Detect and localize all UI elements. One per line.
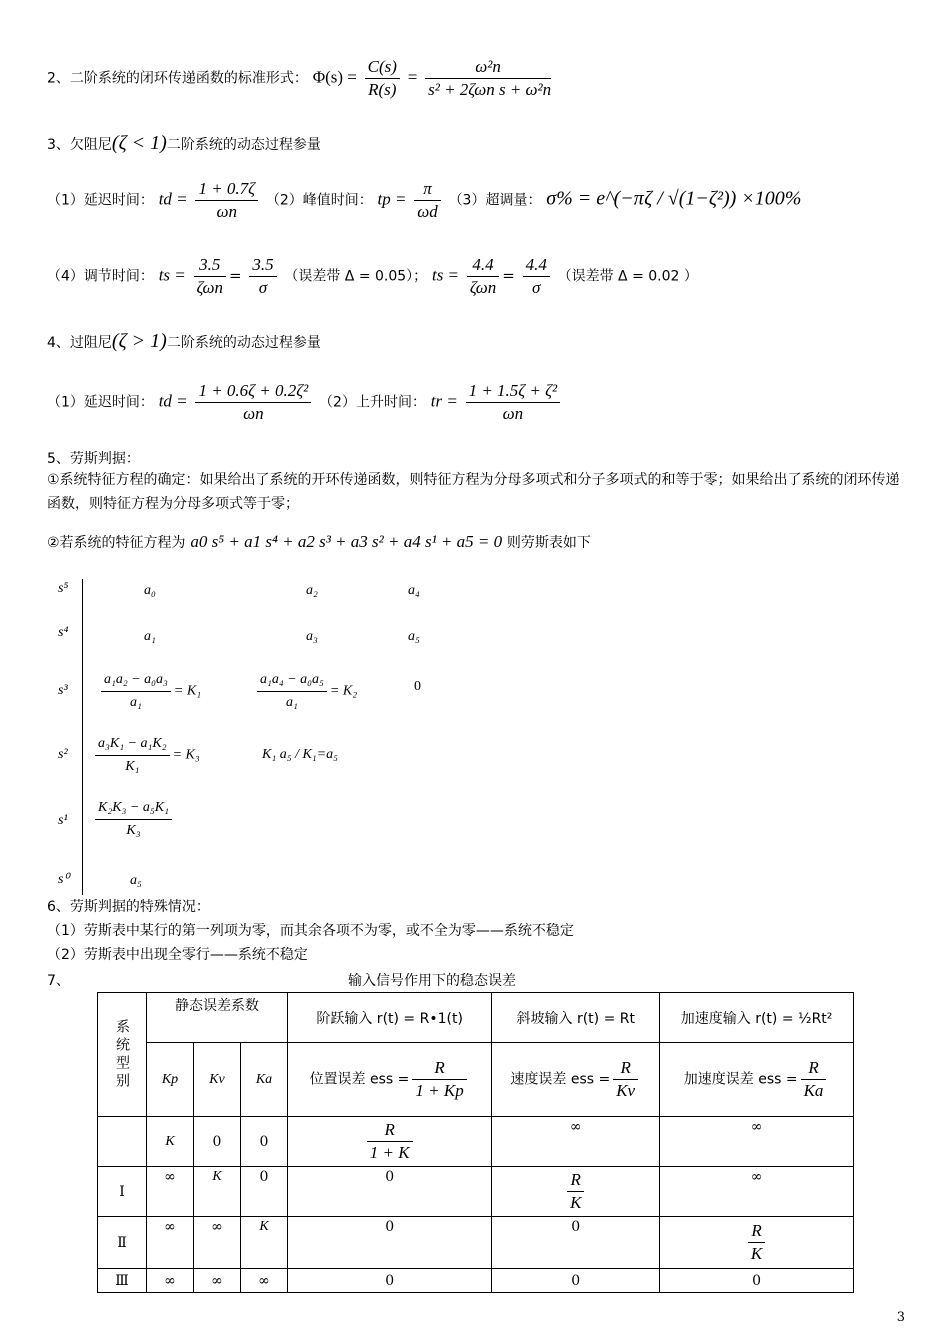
header-static-error-coefficient: 静态误差系数 [147, 993, 288, 1043]
header-acceleration-input: 加速度输入 r(t) = ½Rt² [660, 993, 854, 1043]
row-s1: s¹ [58, 813, 68, 828]
section-5-title: 5、劳斯判据： [47, 451, 140, 467]
overshoot-formula: σ% = e^(−πζ / √(1−ζ²)) ×100% [546, 187, 802, 210]
section-6-line-1: （1）劳斯表中某行的第一列项为零，而其余各项不为零，或不全为零——系统不稳定 [47, 923, 574, 939]
table-row: Ⅰ ∞ K 0 0 $\frac{R}{K}$ ∞ [98, 1167, 854, 1217]
rise-time-formula: $\frac{\text{1 + 1.5ζ + ζ²}}{\omega n}$ [466, 380, 561, 425]
header-velocity-error: 速度误差 ess = $\frac{R}{Kv}$ [492, 1043, 660, 1117]
section-4-line: （1）延迟时间： td = $\frac{\text{1 + 0.6ζ + 0.2ζ²}}{\omega n}$ （2）上升时间： tr = $\frac{\text{1 + 1.5ζ + ζ²}}{\omega n}$ [47, 380, 563, 425]
peak-time-formula: $\frac{\pi}{\omega d}$ [414, 178, 441, 223]
section-3-line-1: （1）延迟时间： td = $\frac{1 + 0.7\zeta}{\omega n}$ （2）峰值时间： tp = $\frac{\pi}{\omega d}$ （3）超调量： σ% = e^(−πζ / √(1−ζ²)) ×100% [47, 179, 802, 221]
row-s3: s³ [58, 683, 68, 698]
section-5-paragraph-2: ②若系统的特征方程为 a0 s⁵ + a1 s⁴ + a2 s³ + a3 s² + a4 s¹ + a5 = 0 则劳斯表如下 [47, 532, 591, 551]
table-caption: 输入信号作用下的稳态误差 [348, 973, 516, 989]
row-s5: s⁵ [58, 581, 69, 596]
routh-table: s⁵ s⁴ s³ s² s¹ s⁰ a₀ a₂ a₄ a₁ a₃ a₅ $\frac{\text{a₁a₂ − a₀a₃}}{\text{a₁}}$ = K₁ $\frac{\text{a₁a₄ − a₀a₅}}{\text{a₁}}$ = K₂ 0 $\frac{\text{a₃K₁ − a₁K₂}}{\text{K₁}}$ = K₃ K₁ a₅ / K₁=a₅ $\frac{\text{K₂K₃ − a₅K₁}}{\text{K₃}}$ a₅ [58, 575, 478, 895]
routh-k3: $\frac{\text{a₃K₁ − a₁K₂}}{\text{K₁}}$ = K₃ [92, 733, 200, 778]
table-row: Ⅱ ∞ ∞ K 0 0 $\frac{R}{K}$ [98, 1217, 854, 1269]
table-row: K 0 0 $\frac{R}{1 + K}$ ∞ ∞ [98, 1117, 854, 1167]
cs-over-rs: $\frac{C(s)}{R(s)}$ [365, 56, 400, 101]
header-position-error: 位置误差 ess = $\frac{R}{1 + Kp}$ [288, 1043, 492, 1117]
routh-divider [82, 579, 83, 895]
row-s0: s⁰ [58, 872, 70, 887]
section-6-line-2: （2）劳斯表中出现全零行——系统不稳定 [47, 947, 308, 963]
header-system-type: 系统型别 [98, 993, 147, 1117]
routh-k1: $\frac{\text{a₁a₂ − a₀a₃}}{\text{a₁}}$ = K₁ [98, 669, 201, 714]
header-ka: Ka [241, 1043, 288, 1117]
characteristic-equation: a0 s⁵ + a1 s⁴ + a2 s³ + a3 s² + a4 s¹ + a5 = 0 [190, 532, 503, 551]
steady-state-error-table [97, 992, 854, 1293]
header-kv: Kv [194, 1043, 241, 1117]
section-7-number: 7、 [47, 973, 70, 989]
row-s4: s⁴ [58, 625, 69, 640]
standard-form-fraction: $\frac{\text{ω²n}}{\text{s² + 2ζωn s + ω²n}}$ [425, 56, 554, 101]
routh-s1-term: $\frac{\text{K₂K₃ − a₅K₁}}{\text{K₃}}$ [92, 797, 175, 842]
header-step-input: 阶跃输入 r(t) = R•1(t) [288, 993, 492, 1043]
header-acceleration-error: 加速度误差 ess = $\frac{R}{Ka}$ [660, 1043, 854, 1117]
phi-lhs: Φ(s) = [312, 67, 357, 87]
row-s2: s² [58, 747, 68, 762]
routh-k2: $\frac{\text{a₁a₄ − a₀a₅}}{\text{a₁}}$ = K₂ [254, 669, 357, 714]
table-row: Ⅲ ∞ ∞ ∞ 0 0 0 [98, 1269, 854, 1293]
header-ramp-input: 斜坡输入 r(t) = Rt [492, 993, 660, 1043]
section-6-title: 6、劳斯判据的特殊情况： [47, 899, 210, 915]
page-number: 3 [896, 1310, 905, 1325]
section-3-line-2: （4）调节时间： ts = $\frac{3.5}{\text{ζωn}}$ = $\frac{3.5}{\sigma}$ （误差带 Δ = 0.05）； ts = $\frac{4.4}{\text{ζωn}}$ = $\frac{4.4}{\sigma}$ （误差带 Δ = 0.02 ） [47, 255, 698, 297]
overdamped-delay-formula: $\frac{\text{1 + 0.6ζ + 0.2ζ²}}{\omega n}$ [195, 380, 311, 425]
section-2-label: 2、二阶系统的闭环传递函数的标准形式： [47, 70, 308, 87]
delay-time-formula: $\frac{1 + 0.7\zeta}{\omega n}$ [195, 178, 258, 223]
section-3-heading: 3、欠阻尼(ζ < 1)二阶系统的动态过程参量 [47, 132, 321, 154]
header-kp: Kp [147, 1043, 194, 1117]
section-5-paragraph-1: ①系统特征方程的确定：如果给出了系统的开环传递函数，则特征方程为分母多项式和分子多项式的和等于零；如果给出了系统的闭环传递函数，则特征方程为分母多项式等于零； [47, 472, 900, 512]
section-4-heading: 4、过阻尼(ζ > 1)二阶系统的动态过程参量 [47, 330, 321, 352]
section-2: 2、二阶系统的闭环传递函数的标准形式： Φ(s) = $\frac{C(s)}{R(s)}$ = $\frac{\text{ω²n}}{\text{s² + 2ζωn s + ω²n}}$ [47, 56, 557, 101]
